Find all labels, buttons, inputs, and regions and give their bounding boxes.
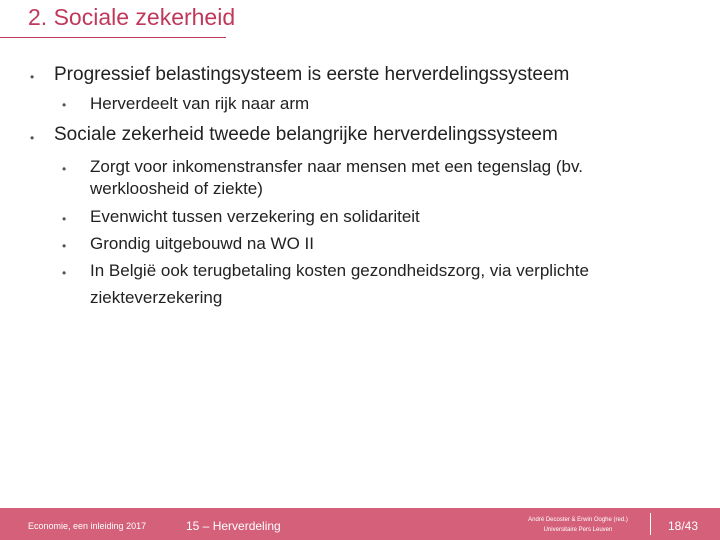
- title-underline: [0, 37, 226, 38]
- sub-bullet-text: Grondig uitgebouwd na WO II: [90, 234, 314, 253]
- bullet-marker: •: [62, 239, 67, 253]
- footer-book-title: Economie, een inleiding 2017: [28, 521, 147, 531]
- sub-bullet-text-continued: ziekteverzekering: [90, 288, 223, 307]
- sub-bullet-text-continued: werkloosheid of ziekte): [90, 179, 263, 198]
- page-number: 18/43: [668, 519, 699, 533]
- footer-bar: [0, 508, 720, 540]
- sub-bullet-text: In België ook terugbetaling kosten gezondheidszorg, via verplichte: [90, 261, 589, 280]
- footer-authors: [512, 515, 644, 535]
- sub-bullet-text: Herverdeelt van rijk naar arm: [90, 94, 310, 113]
- footer-authors-names: André Decoster & Erwin Ooghe (red.): [528, 517, 628, 523]
- bullet-marker: •: [30, 70, 35, 84]
- bullet-marker: •: [62, 98, 67, 112]
- bullet-text: Progressief belastingsysteem is eerste herverdelingssysteem: [54, 64, 570, 85]
- bullet-marker: •: [62, 162, 67, 176]
- bullet-text: Sociale zekerheid tweede belangrijke herverdelingssysteem: [54, 124, 558, 145]
- bullet-marker: •: [62, 212, 67, 226]
- sub-bullet-text: Evenwicht tussen verzekering en solidariteit: [90, 207, 420, 226]
- footer-chapter: 15 – Herverdeling: [186, 519, 281, 533]
- slide-title: 2. Sociale zekerheid: [28, 4, 236, 30]
- footer-publisher: Universitaire Pers Leuven: [543, 527, 613, 533]
- bullet-marker: •: [30, 131, 35, 145]
- bullet-marker: •: [62, 266, 67, 280]
- sub-bullet-text: Zorgt voor inkomenstransfer naar mensen met een tegenslag (bv.: [90, 157, 583, 176]
- footer-separator: [650, 513, 651, 535]
